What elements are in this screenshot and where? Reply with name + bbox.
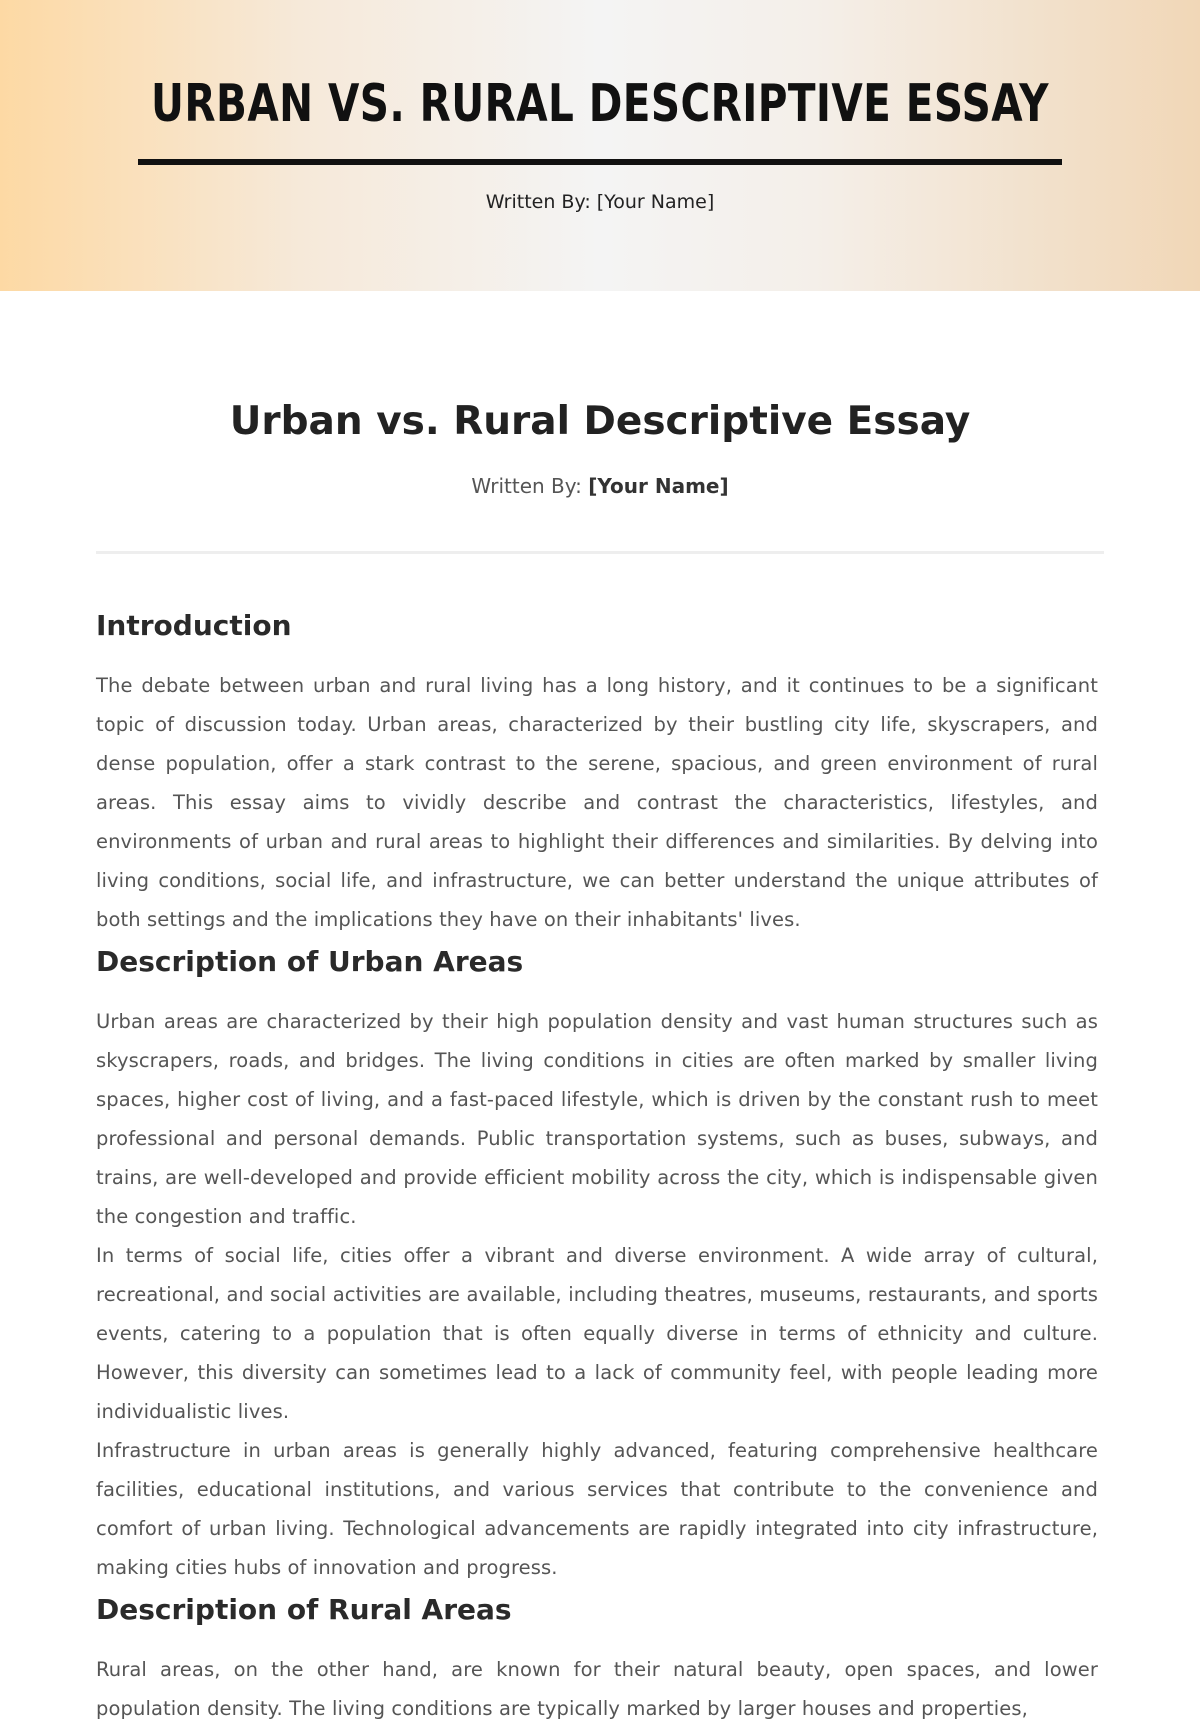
paragraph: Rural areas, on the other hand, are known for their natural beauty, open spaces, and lower population density. The living conditions are typically marked by larger houses and properties, xyxy=(96,1658,1098,1720)
banner-author-line: Written By: [Your Name] xyxy=(485,191,715,213)
section-rural-areas xyxy=(96,1587,1098,1728)
section-heading-rural-areas: Description of Rural Areas xyxy=(96,1593,512,1626)
paragraph: Infrastructure in urban areas is generally highly advanced, featuring comprehensive healthcare facilities, educational institutions, and various services that contribute to the convenience and comfort of urban living. Technological advancements are rapidly integrated into city infrastructure, making cities hubs of innovation and progress. xyxy=(96,1439,1098,1579)
section-divider xyxy=(96,551,1104,554)
banner-divider xyxy=(138,159,1062,165)
header-banner xyxy=(0,0,1200,291)
section-heading-introduction: Introduction xyxy=(96,609,292,642)
banner-title: URBAN VS. RURAL DESCRIPTIVE ESSAY xyxy=(151,74,1049,134)
section-introduction xyxy=(96,603,1098,939)
essay-body xyxy=(96,603,1098,1728)
section-heading-urban-areas: Description of Urban Areas xyxy=(96,945,524,978)
author-name: [Your Name] xyxy=(588,474,729,498)
section-urban-areas xyxy=(96,939,1098,1587)
paragraph: Urban areas are characterized by their high population density and vast human structures such as skyscrapers, roads, and bridges. The living conditions in cities are often marked by smaller living spaces, higher cost of living, and a fast-paced lifestyle, which is driven by the constant rush to meet professional and personal demands. Public transportation systems, such as buses, subways, and trains, are well-developed and provide efficient mobility across the city, which is indispensable given the congestion and traffic. xyxy=(96,1010,1098,1228)
paragraph: The debate between urban and rural living has a long history, and it continues to be a significant topic of discussion today. Urban areas, characterized by their bustling city life, skyscrapers, and dense population, offer a stark contrast to the serene, spacious, and green environment of rural areas. This essay aims to vividly describe and contrast the characteristics, lifestyles, and environments of urban and rural areas to highlight their differences and similarities. By delving into living conditions, social life, and infrastructure, we can better understand the unique attributes of both settings and the implications they have on their inhabitants' lives. xyxy=(96,674,1098,931)
document-author xyxy=(0,472,1200,500)
paragraph: In terms of social life, cities offer a vibrant and diverse environment. A wide array of cultural, recreational, and social activities are available, including theatres, museums, restaurants, and sports events, catering to a population that is often equally diverse in terms of ethnicity and culture. However, this diversity can sometimes lead to a lack of community feel, with people leading more individualistic lives. xyxy=(96,1244,1098,1423)
author-label: Written By: xyxy=(471,474,582,498)
document-title: Urban vs. Rural Descriptive Essay xyxy=(229,399,971,444)
